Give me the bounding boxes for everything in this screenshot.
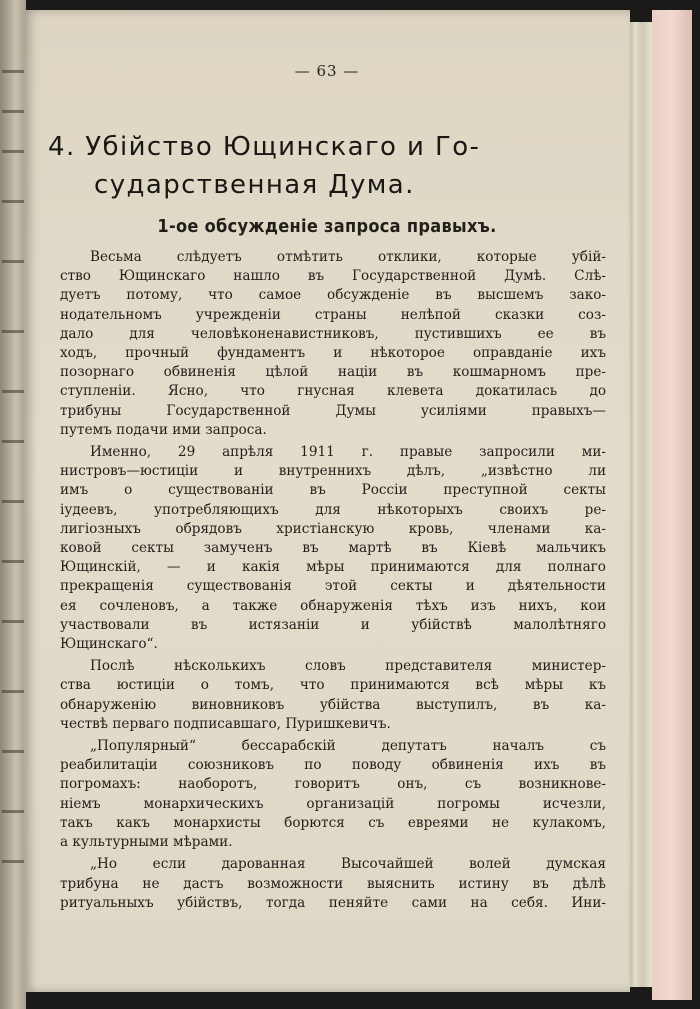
book-page [24, 10, 630, 992]
text-line: чествѣ перваго подписавшаго, Пуришкевичъ. [60, 715, 391, 732]
text-line: ея сочленовъ, а также обнаруженія тѣхъ изъ нихъ, кои [60, 597, 606, 614]
book-cover-edge [652, 10, 692, 1000]
chapter-title-line-1: 4. Убійство Ющинскаго и Го- [48, 132, 481, 162]
text-line: іудеевъ, употребляющихъ для нѣкоторыхъ своихъ ре- [60, 501, 606, 518]
page-number: — 63 — [294, 62, 360, 80]
text-line: ступленіи. Ясно, что гнусная клевета докатилась до [60, 383, 606, 400]
text-line: позорнаго обвиненія цѣлой націи въ кошмарномъ пре- [60, 364, 606, 381]
facing-page-edge [0, 0, 26, 1009]
text-line: ковой секты замученъ въ мартѣ въ Кіевѣ мальчикъ [60, 540, 606, 557]
text-line: трибуны Государственной Думы усиліями правыхъ— [60, 402, 606, 419]
page-stack-edge [628, 22, 652, 987]
text-line: обнаруженію виновниковъ убійства выступилъ, въ ка- [60, 696, 606, 713]
text-line: а культурными мѣрами. [60, 834, 233, 851]
text-line: участвовали въ истязаніи и убійствѣ малолѣтняго [60, 616, 606, 633]
text-line: реабилитаціи союзниковъ по поводу обвиненія ихъ въ [60, 757, 606, 774]
text-line: Весьма слѣдуетъ отмѣтить отклики, которые убій- [90, 249, 606, 265]
text-line: Именно, 29 апрѣля 1911 г. правые запросили ми- [90, 444, 606, 461]
text-line: дало для человѣконенавистниковъ, пустившихъ ее въ [60, 325, 606, 342]
text-line: лигіозныхъ обрядовъ христіанскую кровь, членами ка- [60, 520, 606, 537]
text-line: ніемъ монархическихъ организацій погромы исчезли, [60, 795, 606, 812]
text-line: дуетъ потому, что самое обсужденіе въ высшемъ зако- [60, 287, 606, 304]
text-line: такъ какъ монархисты борются съ евреями не кулакомъ, [60, 814, 606, 831]
text-line: нодательномъ учрежденіи страны нелѣпой сказки соз- [60, 306, 606, 323]
section-title: 1-ое обсужденіе запроса правыхъ. [157, 216, 497, 237]
text-line: имъ о существованіи въ Россіи преступной секты [60, 482, 606, 499]
text-line: трибуна не дастъ возможности выяснить истину въ дѣлѣ [60, 875, 606, 892]
text-line: ритуальныхъ убійствъ, тогда пеняйте сами на себя. Ини- [60, 894, 606, 911]
chapter-title [48, 128, 608, 204]
text-line: ходъ, прочный фундаментъ и нѣкоторое оправданіе ихъ [60, 345, 606, 362]
chapter-title-line-2: сударственная Дума. [94, 170, 415, 200]
text-line: прекращенія существованія этой секты и дѣятельности [60, 578, 606, 595]
text-line: путемъ подачи ими запроса. [60, 421, 267, 438]
text-line: погромахъ: наоборотъ, говоритъ онъ, съ возникнове- [60, 776, 606, 793]
text-line: „Популярный“ бессарабскій депутатъ началъ съ [90, 738, 606, 755]
text-line: Ющинскаго“. [60, 636, 158, 653]
text-line: Ющинскій, — и какія мѣры принимаются для полнаго [60, 559, 606, 576]
text-line: ство Ющинскаго нашло въ Государственной Думѣ. Слѣ- [60, 268, 606, 285]
text-line: „Но если дарованная Высочайшей волей думская [90, 856, 606, 873]
body-text [60, 248, 606, 913]
text-line: Послѣ нѣсколькихъ словъ представителя министер- [90, 658, 606, 675]
text-line: нистровъ—юстиціи и внутреннихъ дѣлъ, „извѣстно ли [60, 463, 606, 480]
text-line: ства юстиціи о томъ, что принимаются всѣ мѣры къ [60, 677, 606, 694]
